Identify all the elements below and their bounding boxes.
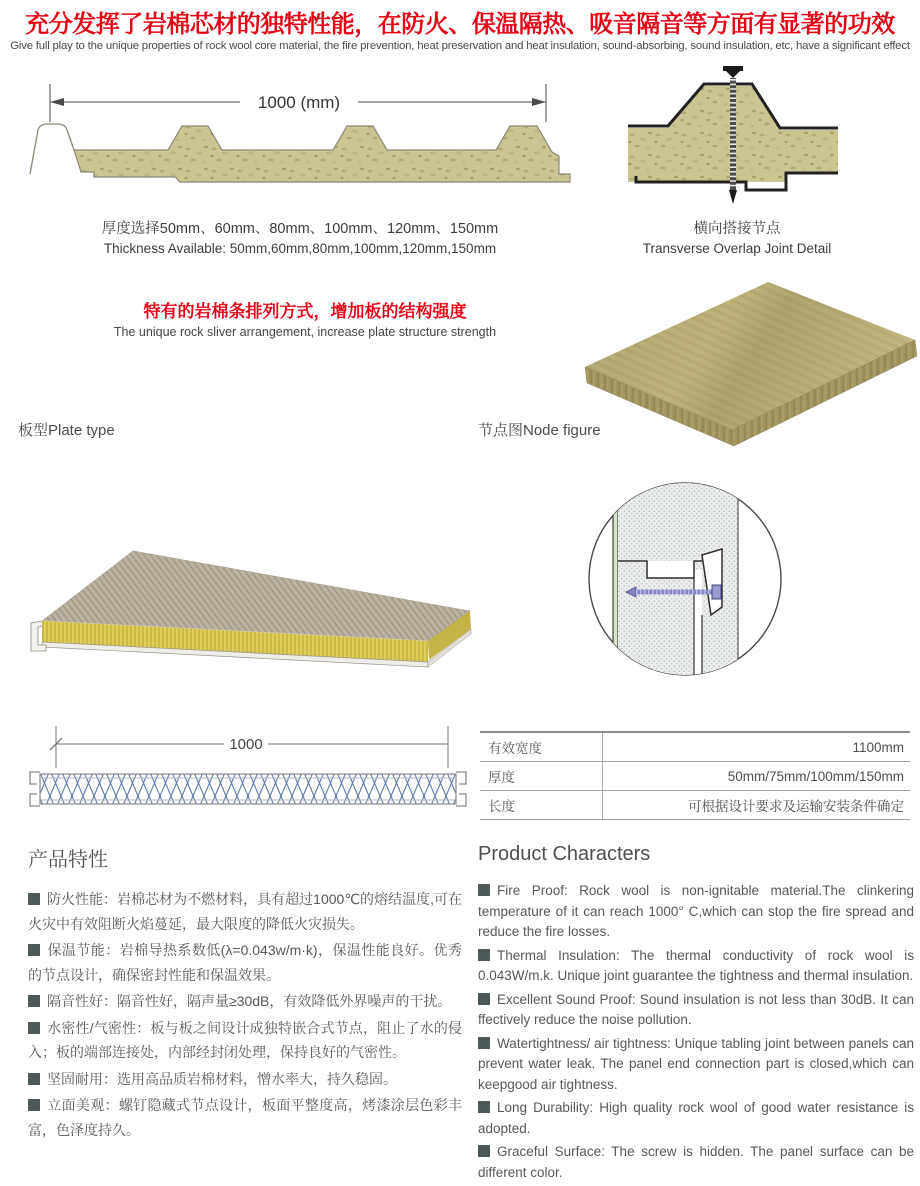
list-item <box>478 1098 914 1139</box>
feature-text: 隔音性好：隔音性好，隔声量≥30dB，有效降低外界噪声的干扰。 <box>47 993 452 1009</box>
spec-table <box>480 731 910 820</box>
list-item <box>478 1142 914 1183</box>
table-row <box>480 762 910 791</box>
features-en-column <box>478 843 914 1186</box>
joint-gap <box>694 570 702 687</box>
spec-label: 长度 <box>480 791 603 819</box>
right-end-cap <box>456 772 466 806</box>
joint-caption <box>622 219 852 259</box>
feature-text: Excellent Sound Proof: Sound insulation is not less than 30dB. It can ffectively reduce the noise pollution. <box>478 991 914 1027</box>
profile-caption-zh: 厚度选择50mm、60mm、80mm、100mm、120mm、150mm <box>101 221 499 237</box>
bullet-square-icon <box>28 1022 40 1034</box>
bullet-square-icon <box>478 1101 490 1113</box>
feature-note <box>85 301 525 341</box>
panel-profile-figure <box>28 78 578 208</box>
feature-text: Graceful Surface: The screw is hidden. The panel surface can be different color. <box>478 1144 914 1180</box>
left-seam-rib-outline <box>30 124 74 174</box>
bullet-square-icon <box>478 949 490 961</box>
bullet-square-icon <box>478 1145 490 1157</box>
feature-note-zh: 特有的岩棉条排列方式，增加板的结构强度 <box>143 302 467 321</box>
left-end-cap <box>30 772 40 806</box>
overlap-joint-figure <box>628 64 838 212</box>
bullet-square-icon <box>478 993 490 1005</box>
slab-top-shading <box>585 282 915 430</box>
dimension-arrow-left-icon <box>50 98 64 106</box>
list-item <box>28 989 462 1014</box>
node-figure-section-label: 节点图Node figure <box>478 422 601 439</box>
feature-text: 保温节能：岩棉导热系数低(λ=0.043w/m·k)，保温性能良好。优秀的节点设计，确保密封性能和保温效果。 <box>28 942 462 983</box>
profile-caption-en: Thickness Available: 50mm,60mm,80mm,100mm,120mm,150mm <box>103 241 497 256</box>
features-en-heading: Product Characters <box>478 843 651 865</box>
rockwool-slab-3d-figure <box>575 272 920 448</box>
bullet-square-icon <box>28 944 40 956</box>
list-item <box>28 1016 462 1065</box>
list-item <box>28 938 462 987</box>
table-row <box>480 791 910 820</box>
panel-cross-section <box>74 126 570 182</box>
plate-type-section-label: 板型Plate type <box>18 422 115 439</box>
list-item <box>478 881 914 943</box>
list-item <box>478 990 914 1031</box>
section-dimension-label: 1000 <box>229 736 263 753</box>
joint-caption-en: Transverse Overlap Joint Detail <box>642 241 832 256</box>
spec-label: 厚度 <box>480 762 603 790</box>
bullet-square-icon <box>28 1073 40 1085</box>
feature-text: 水密性/气密性：板与板之间设计成独特嵌合式节点，阻止了水的侵入；板的端部连接处，内部经封闭处理，保持良好的气密性。 <box>28 1019 462 1060</box>
bullet-square-icon <box>28 1099 40 1111</box>
feature-text: 立面美观：螺钉隐藏式节点设计，板面平整度高，烤漆涂层色彩丰富，色泽度持久。 <box>28 1097 462 1138</box>
list-item <box>478 1034 914 1096</box>
bullet-square-icon <box>478 884 490 896</box>
feature-text: 坚固耐用：选用高品质岩棉材料，憎水率大，持久稳固。 <box>47 1070 397 1087</box>
spec-value: 50mm/75mm/100mm/150mm <box>727 768 904 784</box>
feature-text: Thermal Insulation: The thermal conductivity of rock wool is 0.043W/m.k. Unique joint guarantee the tightness and thermal insulation. <box>478 947 914 983</box>
spec-value: 可根据设计要求及运输安装条件确定 <box>688 799 904 814</box>
page-title: 充分发挥了岩棉芯材的独特性能，在防火、保温隔热、吸音隔音等方面有显著的功效 <box>25 11 895 38</box>
feature-text: Long Durability: High quality rock wool of good water resistance is adopted. <box>478 1100 914 1136</box>
joint-caption-zh: 横向搭接节点 <box>693 221 781 237</box>
feature-text: 防火性能：岩棉芯材为不燃材料，具有超过1000℃的熔结温度,可在火灾中有效阻断火焰蔓延，最大限度的降低火灾损失。 <box>28 891 462 932</box>
feature-note-en: The unique rock sliver arrangement, increase plate structure strength <box>113 325 497 339</box>
profile-caption <box>95 219 505 259</box>
list-item <box>478 946 914 987</box>
list-item <box>28 887 462 936</box>
features-zh-heading: 产品特性 <box>28 849 108 871</box>
features-zh-column <box>28 843 462 1144</box>
page-subtitle: Give full play to the unique properties of rock wool core material, the fire prevention, heat preservation and heat insulation, sound-absorbing, sound insulation, etc, have a significant effect <box>10 40 910 52</box>
list-item <box>28 1093 462 1142</box>
spec-label: 有效宽度 <box>480 733 603 761</box>
dimension-arrow-right-icon <box>532 98 546 106</box>
bullet-square-icon <box>478 1037 490 1049</box>
profile-dimension-label: 1000 (mm) <box>257 93 341 112</box>
list-item <box>28 1067 462 1092</box>
bullet-square-icon <box>28 893 40 905</box>
wall-panel-section-figure <box>28 718 470 816</box>
node-detail-figure <box>583 475 788 687</box>
bullet-square-icon <box>28 995 40 1007</box>
joint-channel <box>647 561 694 578</box>
facing-sheet <box>613 475 618 687</box>
feature-text: Watertightness/ air tightness: Unique tabling joint between panels can prevent water leak. The panel end connection part is closed,which can keepgood air tightness. <box>478 1035 914 1092</box>
spec-value: 1100mm <box>852 739 904 755</box>
table-row <box>480 733 910 762</box>
sandwich-panel-3d-figure <box>30 523 480 713</box>
feature-text: Fire Proof: Rock wool is non-ignitable material.The clinkering temperature of it can reach 1000° C,which can stop the fire spread and reduce the fire losses. <box>478 883 914 939</box>
